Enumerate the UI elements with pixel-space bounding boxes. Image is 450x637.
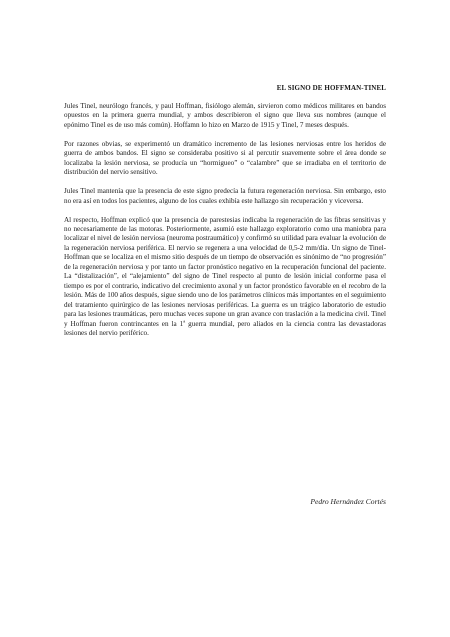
paragraph-4 [64,216,386,339]
paragraph-1: Jules Tinel, neurólogo francés, y paul Hoffman, fisiólogo alemán, sirvieron como médicos militares en bandos opuestos en la primera guerra mundial, y ambos describieron el signo que lleva sus nombres (aunque el epónimo Tinel es de uso más común). Hoffamn lo hizo en Marzo de 1915 y Tinel, 7 meses después. [64,102,386,129]
paragraph-4-text-end: guerra mundial, pero aliados en la ciencia contra las devastadoras lesiones del nervio periférico. [64,319,386,338]
paragraph-4-text: Al respecto, Hoffman explicó que la presencia de parestesias indicaba la regeneración de las fibras sensitivas y no necesariamente de las motoras. Posteriormente, asumió este hallazgo exploratorio como una maniobra para localizar el nivel de lesión nerviosa (neuroma postraumático) y confirmó su utilidad para evaluar la evolución de la regeneración nerviosa periférica. El nervio se regenera a una velocidad de 0,5-2 mm/día. Un signo de Tinel-Hoffman que se localiza en el mismo sitio después de un tiempo de observación es sinónimo de “no progresión” de la regeneración nerviosa y por tanto un factor pronóstico negativo en la recuperación funcional del paciente. La “distalización”, el “alejamiento” del signo de Tinel respecto al punto de lesión inicial conforme pasa el tiempo es por el contrario, indicativo del crecimiento axonal y un factor pronóstico favorable en el recobro de la lesión. Más de 100 años después, sigue siendo uno de los parámetros clínicos más importantes en el seguimiento del tratamiento quirúrgico de las lesiones nerviosas periféricas. La guerra es un trágico laboratorio de estudio para las lesiones traumáticas, pero muchas veces supone un gran avance con traslación a la medicina civil. Tinel y Hoffman fueron contrincantes en la 1 [64,215,387,328]
paragraph-3: Jules Tinel mantenía que la presencia de este signo predecía la futura regeneración nerviosa. Sin embargo, esto no era así en todos los pacientes, alguno de los cuales exhibía este hallazgo sin recuperación y viceversa. [64,187,386,205]
paragraph-2: Por razones obvias, se experimentó un dramático incremento de las lesiones nerviosas entre los heridos de guerra de ambos bandos. El signo se consideraba positivo si al percutir suavemente sobre el área donde se localizaba la lesión nerviosa, se producía un “hormigueo” o “calambre” que se irradiaba en el territorio de distribución del nervio sensitivo. [64,139,386,177]
document-body [64,102,386,348]
document-title: EL SIGNO DE HOFFMAN-TINEL [276,84,386,92]
ordinal-superscript: a [183,318,186,324]
author-signature: Pedro Hernández Cortés [310,497,386,506]
